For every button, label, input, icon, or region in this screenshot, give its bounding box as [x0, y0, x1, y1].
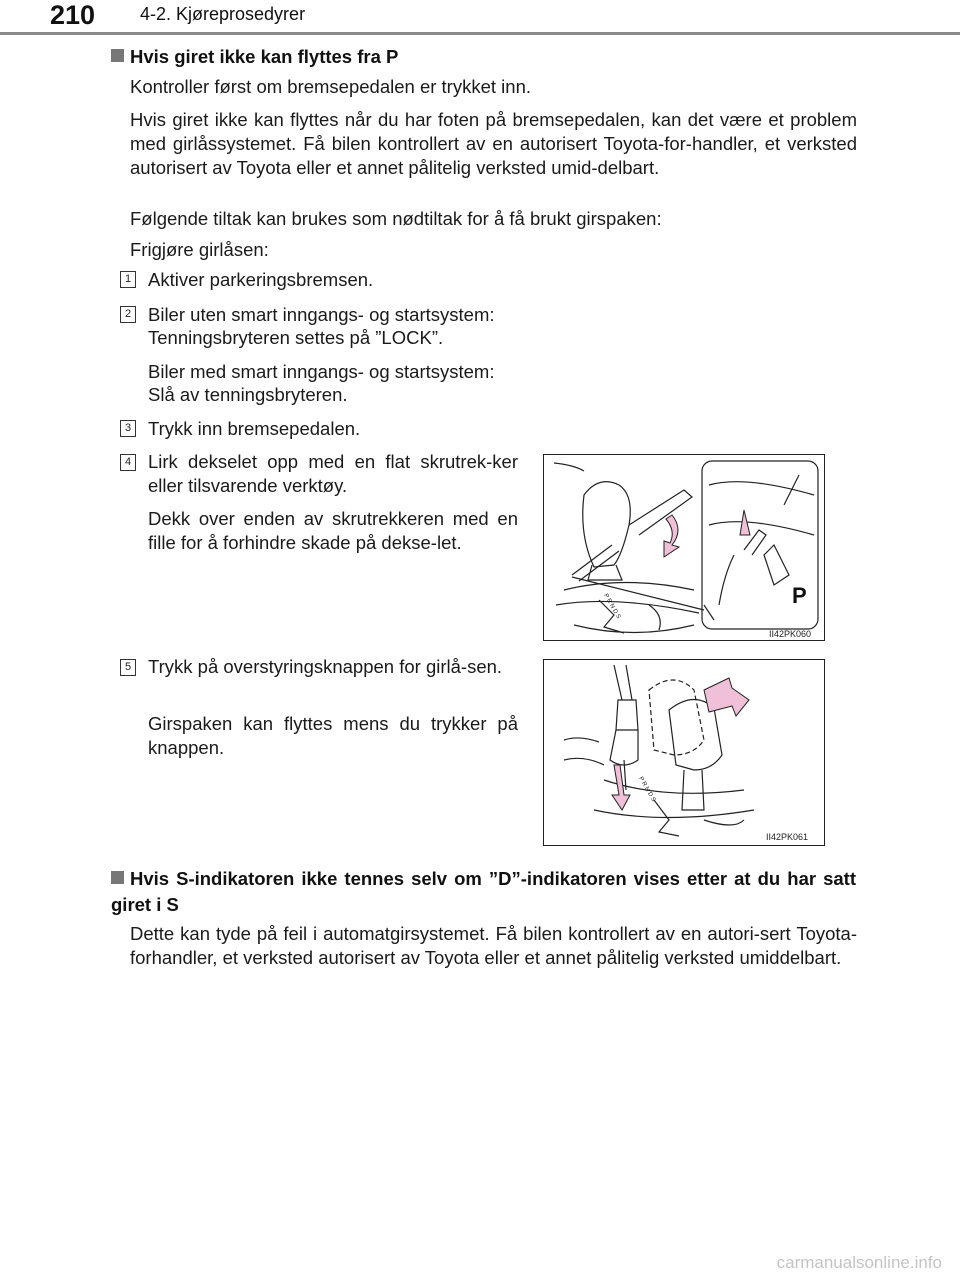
inset-gear-letter: P — [792, 583, 807, 608]
step-2-line-3: Biler med smart inngangs- og startsystem: — [148, 361, 495, 382]
step-number-2: 2 — [120, 306, 136, 323]
step-1-text: Aktiver parkeringsbremsen. — [148, 269, 374, 290]
gate-letters-2: P R N D S — [637, 776, 657, 803]
step-5-note: Girspaken kan flyttes mens du trykker på knappen. — [148, 713, 518, 758]
step-number-4: 4 — [120, 454, 136, 471]
step-number-3: 3 — [120, 420, 136, 437]
step-2-line-1: Biler uten smart inngangs- og startsystem: — [148, 304, 495, 325]
paragraph-emergency-measures: Følgende tiltak kan brukes som nødtiltak for å få brukt girspaken: — [130, 208, 662, 229]
figure-open-cover — [543, 454, 825, 641]
heading-bullet-icon — [111, 871, 124, 884]
figure-code-2: II42PK061 — [766, 832, 809, 842]
header-rule — [0, 32, 960, 35]
section-heading-1: Hvis giret ikke kan flyttes fra P — [111, 44, 871, 70]
paragraph-release-shift-lock: Frigjøre girlåsen: — [130, 239, 269, 260]
figure-override-button — [543, 659, 825, 846]
step-number-5: 5 — [120, 659, 136, 676]
paragraph-auto-transmission-fault: Dette kan tyde på feil i automatgirsystemet. Få bilen kontrollert av en autori-sert Toyota-forhandler, et verksted autorisert av Toyota eller et annet pålitelig verksted umiddelbart. — [130, 923, 857, 968]
step-3-text: Trykk inn bremsepedalen. — [148, 418, 361, 439]
step-number-1: 1 — [120, 271, 136, 288]
paragraph-shift-lock-problem: Hvis giret ikke kan flyttes når du har foten på bremsepedalen, kan det være et problem med girlåssystemet. Få bilen kontrollert av en autorisert Toyota-for-handler, et verksted autorisert av Toyota eller et annet pålitelig verksted umid-delbart. — [130, 109, 857, 178]
watermark: carmanualsonline.info — [776, 1253, 942, 1272]
paragraph-brake-check: Kontroller først om bremsepedalen er trykket inn. — [130, 76, 531, 97]
figure-open-cover-drawing — [544, 455, 824, 640]
section-title: 4-2. Kjøreprosedyrer — [140, 4, 306, 24]
heading-bullet-icon — [111, 49, 124, 62]
page-number: 210 — [50, 0, 96, 30]
figure-override-button-drawing — [544, 660, 824, 845]
step-4-text: Lirk dekselet opp med en flat skrutrek-ker eller tilsvarende verktøy. — [148, 451, 518, 496]
step-2-line-2: Tenningsbryteren settes på ”LOCK”. — [148, 327, 444, 348]
step-2-line-4: Slå av tenningsbryteren. — [148, 384, 348, 405]
gate-letters-1: P R N D S — [602, 593, 622, 620]
section-heading-2: Hvis S-indikatoren ikke tennes selv om ”D”-indikatoren vises etter at du har satt giret i S — [111, 868, 856, 915]
step-4-note: Dekk over enden av skrutrekkeren med en fille for å forhindre skade på dekse-let. — [148, 508, 518, 553]
figure-code-1: II42PK060 — [769, 629, 812, 639]
step-5-text: Trykk på overstyringsknappen for girlå-sen. — [148, 656, 503, 677]
